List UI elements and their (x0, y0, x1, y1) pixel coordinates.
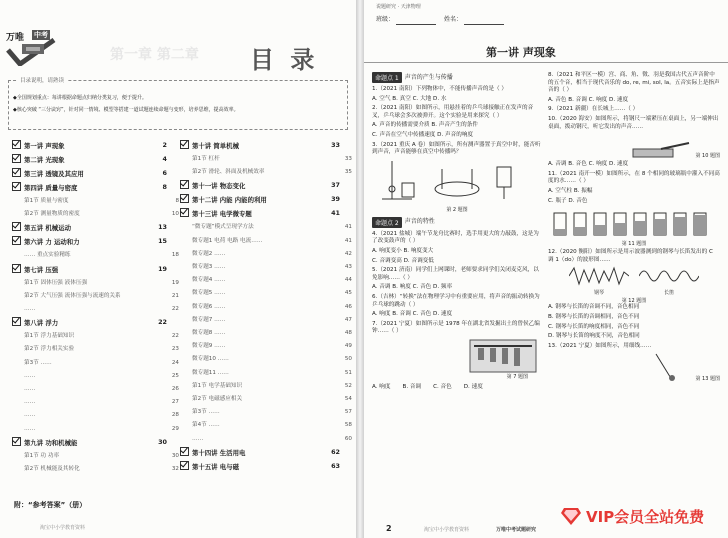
string-figure (652, 352, 692, 382)
checkbox-icon (12, 437, 21, 446)
question-line: 7.（2021 宁夏）如图所示是 1978 年在湖北省发掘出土的曾侯乙编钟……（ ） (372, 320, 540, 335)
toc-subtitle: 微专题5 …… (192, 290, 226, 297)
toc_left-entry[interactable] (12, 250, 179, 260)
toc-page-number: 32 (171, 466, 179, 472)
toc-page-number: 43 (344, 264, 352, 270)
toc-page-number: 15 (158, 237, 167, 246)
fig13-caption: 第 13 题图 (695, 376, 720, 383)
toc-page-number: 63 (331, 461, 340, 470)
toc-page-number: 22 (171, 333, 179, 340)
toc-page-number: 22 (171, 306, 179, 312)
toc_right-entry[interactable] (180, 222, 352, 232)
fig7-caption: 第 7 题图 (506, 373, 528, 380)
toc-subtitle: 第2节 电磁感应相关 (192, 396, 243, 402)
toc_right-entry[interactable] (180, 275, 352, 285)
class-label: 班级： (376, 16, 395, 23)
toc-page-number: 25 (171, 372, 179, 379)
toc-page-number: 28 (171, 412, 179, 419)
toc-subtitle: 第3节 …… (192, 409, 220, 416)
toc-subtitle: “微专题”模式呈现学方法 (192, 224, 254, 231)
checkbox-icon (180, 208, 189, 217)
toc_right-entry[interactable] (180, 315, 352, 325)
vip-text: VIP会员全站免费 (586, 507, 705, 526)
toc-page-number: 2 (162, 141, 167, 149)
toc_left-entry[interactable] (12, 154, 167, 165)
toc-subtitle: 第4节 …… (192, 422, 220, 429)
toc-subtitle: …… (24, 386, 36, 392)
toc-title: 第十三讲 电学微专题 (192, 210, 252, 219)
toc-page-number: 21 (171, 292, 179, 299)
toc_right-entry[interactable] (180, 447, 340, 458)
logo-text-1: 万唯 (6, 33, 25, 43)
toc-page-number: 18 (171, 252, 179, 259)
toc-page-number: 29 (171, 425, 179, 432)
toc-page-number: 51 (344, 369, 352, 376)
question-line: C. 瓶子 D. 音色 (548, 197, 588, 204)
toc-subtitle: 第2节 大气压强 流体压强与流速的关系 (24, 292, 121, 299)
toc_left-entry[interactable] (12, 410, 179, 420)
toc_right-entry[interactable] (180, 262, 352, 272)
toc-subtitle: 微专题2 …… (192, 250, 226, 257)
question-line: 9.（2021 新疆）在长城上……（ ） (548, 106, 639, 113)
toc-subtitle: 第2节 机械能及其转化 (24, 466, 80, 472)
toc-subtitle: 第2节 测量物质的密度 (24, 211, 80, 218)
question-line: 1.（2021 南阳）下列物体中，不能传播声音的是（ ） (372, 86, 508, 92)
kp2-tag: 命题点 2 (372, 217, 402, 228)
toc-title: 第一讲 声现象 (24, 142, 65, 150)
kp2-title: 声音的特性 (404, 218, 435, 226)
toc-title: 第三讲 透镜及其应用 (24, 170, 84, 178)
bottles-figure (548, 207, 718, 237)
toc_right-entry[interactable] (180, 368, 352, 378)
question-line: 10.（2020 海安）如图所示，将钢尺一端紧压在桌面上，另一端伸出桌面，拨动钢尺，听它发出的声音…… (548, 115, 719, 130)
left-footer: 淘宝中小学教育资料 (40, 525, 86, 531)
toc-page-number: 39 (331, 195, 340, 204)
answer-note: 附：“参考答案”（册） (14, 501, 87, 509)
intro-line-1: ◆全国规划重点：每讲根据命题点归纳分类复习，便于提升。 (13, 95, 147, 101)
waveform-label: 钢琴 (593, 290, 604, 297)
kp1-tag: 命题点 1 (372, 72, 402, 83)
right-page (364, 0, 728, 538)
question-line: A. 音色 B. 音调 C. 响度 D. 速度 (548, 96, 629, 103)
intro-box (8, 80, 348, 130)
left-page (0, 0, 356, 538)
toc-page-number: 4 (162, 155, 167, 163)
name-underline (464, 24, 504, 25)
toc-subtitle: …… (24, 412, 36, 419)
toc-page-number: 49 (344, 343, 352, 350)
toc_right-entry[interactable] (180, 302, 352, 312)
toc_left-entry[interactable] (12, 384, 179, 394)
toc-subtitle: 微专题8 …… (192, 330, 226, 336)
toc-subtitle: 微专题3 …… (192, 264, 226, 270)
toc-subtitle: 第1节 浮力基础知识 (24, 333, 75, 340)
toc-subtitle: …… (192, 435, 204, 442)
toc_left-entry[interactable] (12, 304, 179, 314)
toc_left-entry[interactable] (12, 196, 179, 206)
toc_left-entry[interactable] (12, 236, 167, 247)
toc-page-number: 44 (344, 277, 352, 284)
toc-title: 第十四讲 生活用电 (192, 448, 246, 457)
footer-brand: 万唯中考试题研究 (496, 527, 537, 533)
toc_left-entry[interactable] (12, 140, 167, 151)
toc_left-entry[interactable] (12, 168, 167, 179)
fig12-caption: 第 12 题图 (621, 298, 647, 305)
toc-page-number: 33 (344, 156, 352, 162)
toc_left-entry[interactable] (12, 291, 179, 301)
toc_left-entry[interactable] (12, 264, 167, 275)
toc-page-number: 48 (344, 330, 352, 336)
toc_right-entry[interactable] (180, 167, 352, 177)
checkbox-icon (12, 317, 21, 326)
toc_left-entry[interactable] (12, 278, 179, 288)
toc-subtitle: 微专题11 …… (192, 369, 229, 376)
toc_left-entry[interactable] (12, 371, 179, 381)
toc-page-number: 6 (162, 169, 167, 177)
toc-page-number: 30 (171, 452, 179, 459)
checkbox-icon (12, 236, 21, 245)
toc-page-number: 19 (158, 264, 167, 273)
toc_right-entry[interactable] (180, 381, 352, 391)
kp2-heading (372, 217, 542, 228)
checkbox-icon (12, 168, 21, 177)
question-line: A. 音调 B. 响度 C. 音色 D. 频率 (372, 284, 453, 291)
toc_right-entry[interactable] (180, 461, 340, 472)
question-line: 2.（2021 南阳）如图所示，用悬挂着的乒乓球接触正在发声的音叉，乒乓球会多次被弹开。这个实验是用来探究（ ） (372, 105, 534, 119)
toc-title: 第五讲 机械运动 (24, 224, 71, 233)
toc-title: 第六讲 力 运动和力 (24, 238, 80, 247)
question-line: 6.（吉林）“转换”法在物理学习中有重要应用，将声音的振动转换为乒乓球的跳动（ ） (372, 293, 540, 308)
toc-page-number: 8 (175, 198, 179, 204)
vip-watermark (560, 502, 704, 530)
question-line: D. 钢琴与长笛的响度不同，音色相同 (548, 333, 640, 340)
toc-subtitle: 微专题9 …… (192, 343, 226, 350)
question-line: A. 音调 B. 音色 C. 响度 D. 速度 (548, 161, 629, 168)
toc-subtitle: 第2节 滑轮、斜面及机械效率 (192, 169, 265, 176)
toc_left-entry[interactable] (12, 344, 179, 354)
toc-page-number: 58 (344, 422, 352, 429)
waveform-figure (639, 266, 699, 286)
question-line: C. 声音在空气中传播速度 D. 声音的响度 (372, 131, 474, 138)
toc-page-number: 33 (331, 141, 340, 149)
toc-title: 第十五讲 电与磁 (192, 462, 239, 471)
toc-subtitle: 微专题1 电荷 电路 电流…… (192, 237, 263, 244)
question-line: C. 钢琴与长笛的响度相同，音色不同 (548, 323, 640, 330)
page-header: 说题研究 · 天津物理 (376, 4, 421, 10)
toc_right-entry[interactable] (180, 341, 352, 351)
bell-chime-figure (468, 338, 538, 374)
intro-label: 目录说明，请熟读 (17, 76, 67, 84)
toc_left-entry[interactable] (12, 437, 167, 448)
toc_right-entry[interactable] (180, 194, 340, 205)
toc-page-number: 46 (344, 303, 352, 310)
kp1-heading (372, 72, 542, 83)
logo-text-2: 中考 (34, 31, 48, 39)
toc-page-number: 62 (331, 447, 340, 456)
toc-subtitle: 第2节 浮力相关实验 (24, 346, 75, 353)
toc-page-number: 13 (158, 223, 167, 232)
question-line: 8.（2021 和平区一模）宫、商、角、徵、羽是我国古代五声音阶中的五个音，相当于现代音乐的 do, re, mi, sol, la。五音实际上是指声音的（ ） (548, 72, 720, 94)
checkbox-icon (12, 222, 21, 231)
question-column-2 (548, 72, 720, 532)
checkbox-icon (180, 140, 189, 149)
toc-page-number: 27 (171, 399, 179, 406)
question-line: 5.（2021 济南）同学们上网课时，老师要求同学们关闭麦克风，以免影响……（ ） (372, 267, 539, 281)
fig11-caption: 第 11 题图 (621, 241, 647, 248)
name-label: 姓名： (444, 16, 463, 23)
toc-subtitle: 微专题7 …… (192, 316, 226, 323)
question-line: 3.（2021 重庆 A 卷）如图所示，所有测声器置于真空中时，能否听到声音，声音能够在真空中传播吗？ (372, 141, 541, 156)
right-footer: 淘宝中小学教育资料 (424, 527, 470, 533)
toc_right-entry[interactable] (180, 180, 340, 191)
question-line: 13.（2021 宁夏）如图所示，用细线…… (548, 342, 652, 349)
question-line: A. 响度变小 B. 响度变大 (372, 247, 434, 254)
toc_right-entry[interactable] (180, 154, 352, 164)
lecture-title: 第一讲 声现象 (486, 46, 556, 59)
fig2-caption: 第 2 题图 (446, 206, 468, 213)
toc-page-number: 26 (171, 386, 179, 392)
toc-title: 第八讲 浮力 (24, 319, 59, 328)
toc-page-number: 37 (331, 181, 340, 190)
brand-logo (6, 28, 58, 68)
toc-subtitle: 第3节 …… (24, 359, 52, 366)
toc-title: 第十二讲 内能 内能的利用 (192, 196, 267, 205)
fig10-caption: 第 10 题图 (695, 153, 720, 160)
answer-option: D. 速度 (463, 383, 483, 390)
toc_left-entry[interactable] (12, 464, 179, 474)
tuning-fork-figure (372, 159, 532, 205)
toc_right-entry[interactable] (180, 208, 340, 219)
toc_right-entry[interactable] (180, 434, 352, 444)
question-line: 4.（2021 盐城）端午节龙舟比赛时，选手用更大的力敲鼓，这是为了改变鼓声的（ ） (372, 230, 539, 245)
question-line: B. 钢琴与长笛的音调相同，音色不同 (548, 313, 640, 320)
toc_right-entry[interactable] (180, 407, 352, 417)
toc_right-entry[interactable] (180, 420, 352, 430)
toc-title: 第七讲 压强 (24, 265, 59, 274)
toc-subtitle: …… (24, 399, 36, 406)
toc-subtitle: 第1节 固体压强 液体压强 (24, 279, 88, 286)
toc_left-entry[interactable] (12, 451, 179, 461)
toc-page-number: 41 (344, 237, 352, 244)
toc_left-entry[interactable] (12, 397, 179, 407)
toc-title: 第四讲 质量与密度 (24, 184, 78, 192)
toc-subtitle: 第1节 杠杆 (192, 156, 220, 162)
toc_left-entry[interactable] (12, 317, 167, 328)
toc_right-entry[interactable] (180, 140, 340, 151)
toc-page-number: 54 (344, 396, 352, 402)
toc-subtitle: 第1节 功 功率 (24, 452, 60, 459)
question-line: 12.（2020 衡阳）如图所示是用示波器测到的钢琴与长笛发出的 C 调 1（do）的波形图…… (548, 249, 713, 263)
toc-subtitle: …… (24, 306, 36, 312)
checkbox-icon (12, 182, 21, 191)
toc-page-number: 35 (344, 169, 352, 176)
question-line: A. 空气柱 B. 振幅 (548, 187, 593, 194)
toc-subtitle: 微专题4 …… (192, 277, 226, 284)
toc-page-number: 41 (344, 224, 352, 231)
checkbox-icon (180, 461, 189, 470)
question-line: 11.（2021 南开一模）如图所示，在 8 个相同的玻璃瓶中灌入不同高度的水……（ ） (548, 170, 720, 185)
toc-page-number: 57 (344, 409, 352, 416)
toc-page-number: 45 (344, 290, 352, 297)
intro-line-2: ◆核心突破 “三分诀窍”，针对同一情境、模型等搭建一道试题连续命题与变形，培养思维，提高效率。 (13, 107, 239, 113)
question-line: A. 声音的传播需要介质 B. 声音产生的条件 (372, 122, 478, 129)
toc-page-number: 22 (158, 318, 167, 327)
toc-subtitle: 微专题10 …… (192, 356, 229, 363)
toc-subtitle: …… (24, 425, 36, 432)
ghost-title: 第一章 第二章 (110, 47, 199, 63)
toc-left-column (12, 140, 179, 500)
toc-title: 第十讲 简单机械 (192, 142, 239, 150)
checkbox-icon (180, 180, 189, 189)
toc-subtitle: …… 重点实验精练 (24, 252, 71, 259)
toc-page-number: 23 (171, 346, 179, 353)
question-line: A. 响度 B. 音调 C. 音色 D. 速度 (372, 311, 453, 318)
ruler-figure (631, 133, 691, 159)
toc-page-number: 8 (162, 183, 167, 191)
toc-page-number: 19 (171, 279, 179, 286)
toc-page-number: 52 (344, 382, 352, 389)
book-gutter (356, 0, 364, 538)
title-rule (364, 62, 728, 63)
toc-title: 第九讲 功和机械能 (24, 438, 78, 447)
checkbox-icon (12, 140, 21, 149)
class-underline (396, 24, 436, 25)
toc-right-column (180, 140, 352, 500)
answer-option: A. 响度 (372, 383, 391, 390)
checkbox-icon (12, 264, 21, 273)
toc-subtitle: 第1节 电学基础知识 (192, 382, 243, 389)
question-column-1 (372, 72, 542, 532)
toc-page-number: 50 (344, 356, 352, 363)
toc_left-entry[interactable] (12, 209, 179, 219)
toc-subtitle: 第1节 质量与密度 (24, 198, 69, 204)
toc_left-entry[interactable] (12, 424, 179, 434)
toc_right-entry[interactable] (180, 236, 352, 246)
toc_right-entry[interactable] (180, 249, 352, 259)
checkbox-icon (180, 194, 189, 203)
toc-page-number: 41 (331, 209, 340, 218)
toc_left-entry[interactable] (12, 331, 179, 341)
toc_left-entry[interactable] (12, 222, 167, 233)
page-number: 2 (386, 524, 392, 533)
diamond-icon (560, 506, 582, 526)
checkbox-icon (180, 447, 189, 456)
toc-title: 目 录 (250, 46, 319, 74)
toc-page-number: 60 (344, 435, 352, 442)
toc-page-number: 10 (171, 211, 179, 218)
waveform-label: 长笛 (663, 290, 674, 297)
question-line: A. 空气 B. 真空 C. 大地 D. 水 (372, 95, 447, 102)
toc-subtitle: …… (24, 372, 36, 379)
toc-title: 第十一讲 物态变化 (192, 182, 246, 191)
checkbox-icon (12, 154, 21, 163)
toc_right-entry[interactable] (180, 328, 352, 338)
toc_right-entry[interactable] (180, 394, 352, 404)
waveform-figure (569, 266, 629, 286)
toc-subtitle: 微专题6 …… (192, 303, 226, 310)
answer-option: B. 音调 (402, 383, 422, 390)
toc-page-number: 47 (344, 316, 352, 323)
question-line: A. 钢琴与长笛的音调不同，音色相同 (548, 304, 640, 311)
toc-page-number: 42 (344, 250, 352, 257)
toc_left-entry[interactable] (12, 358, 179, 368)
toc_right-entry[interactable] (180, 354, 352, 364)
toc-page-number: 30 (158, 437, 167, 446)
toc_left-entry[interactable] (12, 182, 167, 193)
answer-option: C. 音色 (433, 383, 452, 390)
toc_right-entry[interactable] (180, 288, 352, 298)
checkmark-logo-icon (6, 38, 56, 66)
question-line: C. 音调变高 D. 音调变低 (372, 257, 434, 264)
kp1-title: 声音的产生与传播 (404, 73, 453, 81)
toc-page-number: 24 (171, 359, 179, 366)
toc-title: 第二讲 光现象 (24, 156, 65, 164)
